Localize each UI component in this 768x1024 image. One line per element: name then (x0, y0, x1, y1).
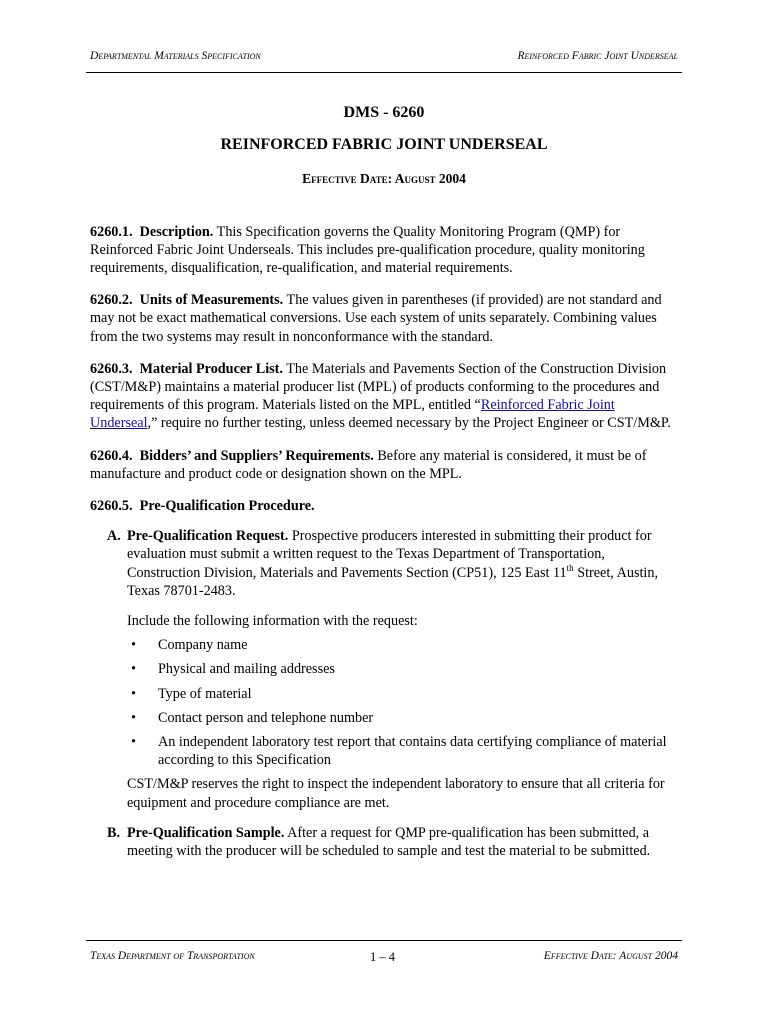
list-item (127, 636, 678, 654)
section-number: 6260.2. (90, 292, 133, 309)
section-text: Before any material is considered, it must be of manufacture and product code or designation shown on the MPL. (90, 447, 647, 482)
effective-date: Effective Date: August 2004 (302, 171, 466, 187)
requirements-list (90, 636, 678, 769)
page-number: 1 – 4 (370, 950, 395, 964)
list-item (127, 685, 678, 703)
bullet-icon: • (131, 709, 136, 726)
section-number: 6260.4. (90, 447, 133, 464)
section-6260-4 (90, 447, 678, 483)
section-6260-1 (90, 223, 678, 278)
subsection-a (90, 527, 678, 600)
header-right: Reinforced Fabric Joint Underseal (517, 50, 678, 62)
list-item-text: An independent laboratory test report that contains data certifying compliance of material according to this Specification (158, 734, 667, 769)
subsection-text: After a request for QMP pre-qualification has been submitted, a meeting with the producer will be scheduled to sample and test the material to be submitted. (127, 824, 651, 860)
section-text: This Specification governs the Quality Monitoring Program (QMP) for Reinforced Fabric Joint Underseals. This includes pre-qualification procedure, quality monitoring requirements, disqualification, re-qualification, and material requirements. (90, 223, 645, 277)
section-heading: Pre-Qualification Procedure. (139, 498, 315, 515)
doc-title: REINFORCED FABRIC JOINT UNDERSEAL (220, 136, 548, 154)
list-item-text: Contact person and telephone number (158, 709, 374, 726)
list-item-text: Type of material (158, 685, 252, 702)
section-heading: Material Producer List. (139, 360, 283, 377)
list-item-text: Physical and mailing addresses (158, 661, 335, 678)
doc-number: DMS - 6260 (343, 104, 425, 121)
section-heading: Units of Measurements. (139, 292, 284, 309)
section-6260-5 (90, 497, 678, 515)
include-intro: Include the following information with the request: (127, 613, 418, 630)
subsection-letter: A. (107, 528, 121, 545)
subsection-letter: B. (107, 824, 121, 841)
subsection-heading: Pre-Qualification Sample. (127, 824, 285, 841)
list-item (127, 709, 678, 727)
superscript: th (566, 562, 574, 573)
header-rule (86, 72, 682, 73)
list-item-text: Company name (158, 637, 248, 654)
mpl-link[interactable]: Reinforced Fabric Joint Underseal (90, 397, 615, 432)
section-heading: Bidders’ and Suppliers’ Requirements. (139, 447, 374, 464)
section-text-cont: ,” require no further testing, unless deemed necessary by the Project Engineer or CST/M&P. (147, 415, 671, 432)
subsection-heading: Pre-Qualification Request. (127, 528, 289, 545)
bullet-icon: • (131, 734, 136, 751)
section-number: 6260.3. (90, 360, 133, 377)
section-text: The values given in parentheses (if provided) are not standard and may not be exact mathematical conversions. Use each system of units separately. Combining values from the two systems may result in nonconformance with the standard. (90, 292, 662, 345)
section-text: The Materials and Pavements Section of the Construction Division (CST/M&P) maintains a material producer list (MPL) of products conforming to the procedures and requirements of this program. Materials listed on the MPL, entitled “ (90, 360, 667, 414)
header-left: Departmental Materials Specification (90, 50, 261, 62)
section-6260-2 (90, 291, 678, 346)
subsection-text: Prospective producers interested in submitting their product for evaluation must submit a written request to the Texas Department of Transportation, Construction Division, Materials and Pavements Section (CP51), 125 East 11 (127, 528, 652, 581)
section-heading: Description. (139, 223, 214, 240)
subsection-text-cont: Street, Austin, Texas 78701-2483. (127, 564, 658, 599)
bullet-icon: • (131, 685, 136, 702)
document-body (90, 104, 678, 860)
footer-right: Effective Date: August 2004 (543, 950, 678, 962)
inspection-note: CST/M&P reserves the right to inspect the independent laboratory to ensure that all criteria for equipment and procedure compliance are met. (127, 776, 665, 811)
list-item (127, 733, 678, 769)
section-6260-3 (90, 360, 678, 433)
page-header (90, 50, 678, 62)
section-number: 6260.1. (90, 223, 133, 240)
bullet-icon: • (131, 661, 136, 678)
bullet-icon: • (131, 637, 136, 654)
subsection-b (90, 824, 678, 860)
list-item (127, 660, 678, 678)
footer-rule (86, 940, 682, 941)
footer-left: Texas Department of Transportation (90, 950, 255, 962)
section-number: 6260.5. (90, 498, 133, 515)
